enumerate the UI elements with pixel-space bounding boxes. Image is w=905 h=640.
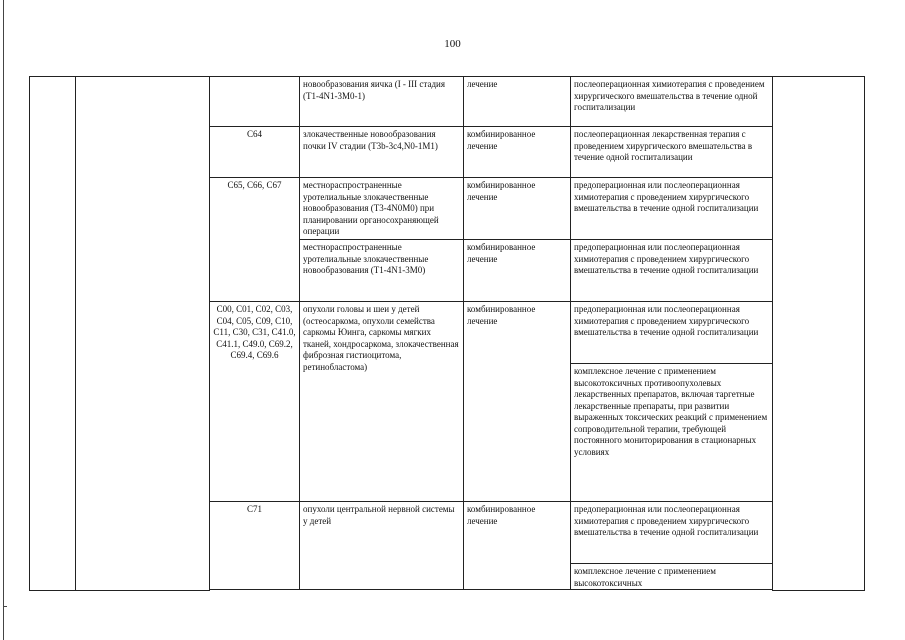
method-cell: предоперационная или послеоперационная химиотерапия с проведением хирургического вмешательства в течение одной госпитализации xyxy=(571,240,773,302)
margin-tick xyxy=(3,606,7,607)
method-cell: послеоперационная химиотерапия с проведением хирургического вмешательства в течение одной госпитализации xyxy=(571,77,773,127)
treatment-type-cell: лечение xyxy=(464,77,571,127)
method-cell: комплексное лечение с применением высокотоксичных xyxy=(571,564,773,590)
method-cell: послеоперационная лекарственная терапия с проведением хирургического вмешательства в течение одной госпитализации xyxy=(571,127,773,178)
method-cell: предоперационная или послеоперационная химиотерапия с проведением хирургического вмешательства в течение одной госпитализации xyxy=(571,178,773,240)
method-cell: предоперационная или послеоперационная химиотерапия с проведением хирургического вмешательства в течение одной госпитализации xyxy=(571,302,773,364)
treatment-type-cell: комбинированное лечение xyxy=(464,178,571,240)
diagnosis-cell: опухоли центральной нервной системы у детей xyxy=(300,502,464,590)
page-number: 100 xyxy=(444,38,461,50)
page-left-border xyxy=(3,0,4,640)
icd-code-cell xyxy=(210,77,300,127)
diagnosis-cell: местнораспространенные уротелиальные злокачественные новообразования (T3-4N0M0) при планировании органосохраняющей операции xyxy=(300,178,464,240)
icd-code-cell: C00, C01, C02, C03, C04, C05, C09, C10, C11, C30, C31, C41.0, C41.1, C49.0, C69.2, C69.4, C69.6 xyxy=(210,302,300,502)
method-cell: предоперационная или послеоперационная химиотерапия с проведением хирургического вмешательства в течение одной госпитализации xyxy=(571,502,773,564)
method-cell: комплексное лечение с применением высокотоксичных противоопухолевых лекарственных препаратов, включая таргетные лекарственные препараты, при развитии выраженных токсических реакций с применением сопроводительной терапии, требующей постоянного мониторирования в стационарных условиях xyxy=(571,364,773,502)
treatment-type-cell: комбинированное лечение xyxy=(464,240,571,302)
group-column-cell xyxy=(76,77,210,591)
diagnosis-cell: опухоли головы и шеи у детей (остеосаркома, опухоли семейства саркомы Юинга, саркомы мягких тканей, хондросаркома, злокачественная фиброзная гистиоцитома, ретинобластома) xyxy=(300,302,464,502)
icd-code-cell: C65, C66, C67 xyxy=(210,178,300,302)
diagnosis-cell: новообразования яичка (I - III стадия (T1-4N1-3M0-1) xyxy=(300,77,464,127)
table-row xyxy=(30,77,865,127)
treatment-type-cell: комбинированное лечение xyxy=(464,127,571,178)
treatment-type-cell: комбинированное лечение xyxy=(464,502,571,590)
diagnosis-cell: местнораспространенные уротелиальные злокачественные новообразования (T1-4N1-3M0) xyxy=(300,240,464,302)
treatment-type-cell: комбинированное лечение xyxy=(464,302,571,502)
diagnosis-cell: злокачественные новообразования почки IV стадии (T3b-3c4,N0-1M1) xyxy=(300,127,464,178)
cost-column-cell xyxy=(773,77,865,591)
filler-cell xyxy=(210,590,773,591)
number-column-cell xyxy=(30,77,76,591)
icd-code-cell: C64 xyxy=(210,127,300,178)
treatment-table xyxy=(29,76,865,591)
icd-code-cell: C71 xyxy=(210,502,300,590)
